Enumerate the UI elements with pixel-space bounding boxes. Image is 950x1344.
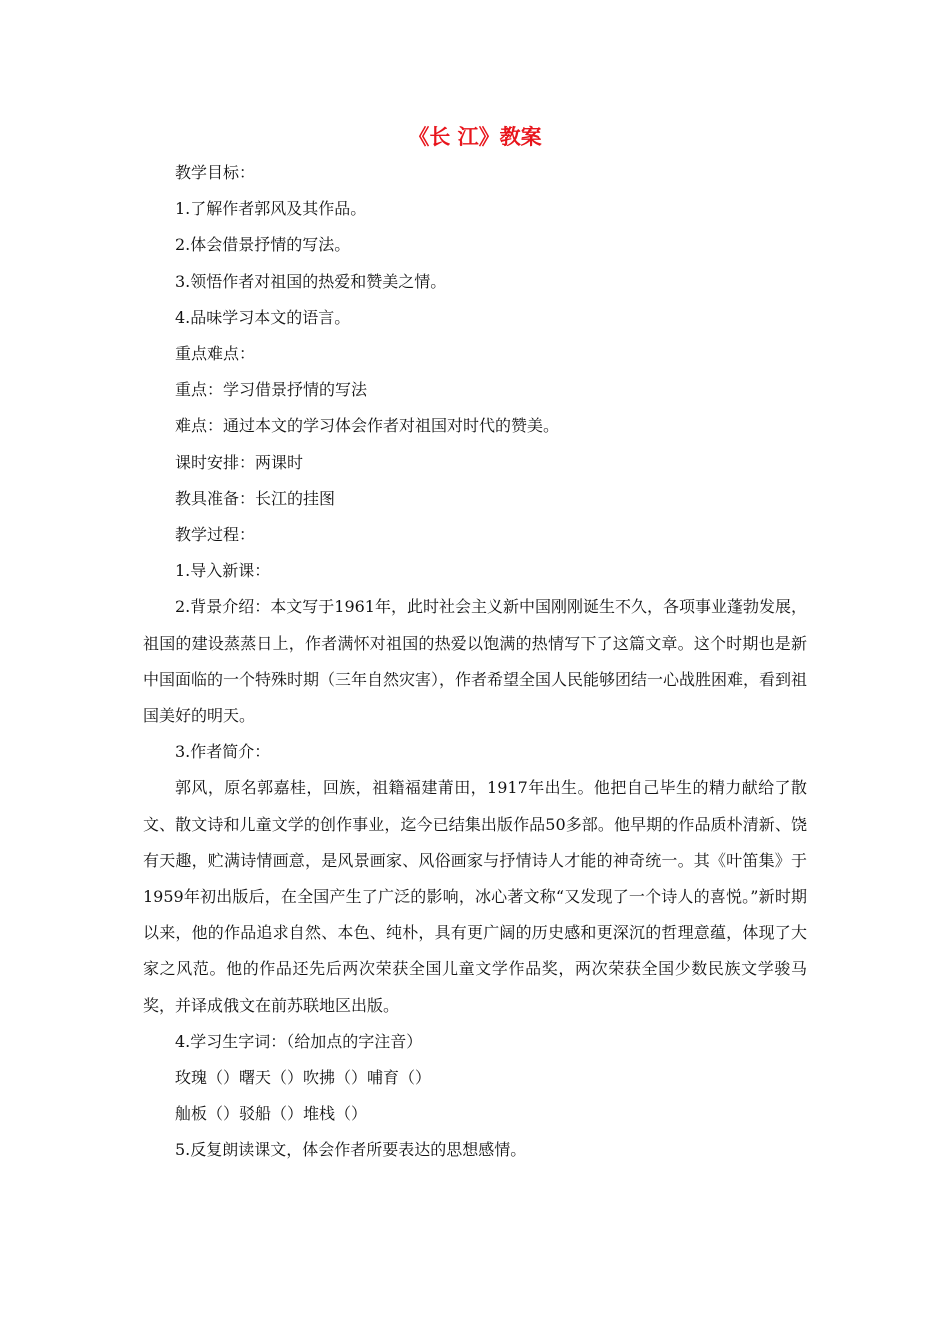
- author-heading: 3.作者简介：: [175, 742, 271, 762]
- teaching-aids: 教具准备：长江的挂图: [175, 488, 336, 508]
- section-heading-goals: 教学目标：: [175, 163, 256, 182]
- process-step-5: 5.反复朗读课文，体会作者所要表达的思想感情。: [175, 1140, 527, 1160]
- difficult-point: 难点：通过本文的学习体会作者对祖国对时代的赞美。: [175, 416, 560, 436]
- document-title: 《长 江》教案: [408, 125, 542, 149]
- vocab-heading: 4.学习生字词：（给加点的字注音）: [175, 1031, 423, 1051]
- vocab-line-1: 玫瑰（）曙天（）吹拂（）哺育（）: [175, 1068, 432, 1088]
- key-point: 重点：学习借景抒情的写法: [175, 380, 368, 400]
- goal-item-2: 2.体会借景抒情的写法。: [175, 235, 351, 255]
- section-heading-key-points: 重点难点：: [175, 344, 256, 364]
- section-heading-process: 教学过程：: [175, 525, 256, 545]
- document-body: [143, 155, 807, 1169]
- background-paragraph: 2.背景介绍：本文写于1961年，此时社会主义新中国刚刚诞生不久，各项事业蓬勃发展，祖国的建设蒸蒸日上，作者满怀对祖国的热爱以饱满的热情写下了这篇文章。这个时期也是新中国面临的一个特殊时期（三年自然灾害），作者希望全国人民能够团结一心战胜困难，看到祖国美好的明天。: [143, 597, 808, 726]
- goal-item-1: 1.了解作者郭风及其作品。: [175, 199, 367, 219]
- class-schedule: 课时安排：两课时: [175, 452, 304, 472]
- author-paragraph: 郭风，原名郭嘉桂，回族，祖籍福建莆田，1917年出生。他把自己毕生的精力献给了散文、散文诗和儿童文学的创作事业，迄今已结集出版作品50多部。他早期的作品质朴清新、饶有天趣，贮满诗情画意，是风景画家、风俗画家与抒情诗人才能的神奇统一。其《叶笛集》于1959年初出版后，在全国产生了广泛的影响，冰心著文称“又发现了一个诗人的喜悦。”新时期以来，他的作品追求自然、本色、纯朴，具有更广阔的历史感和更深沉的哲理意蕴，体现了大家之风范。他的作品还先后两次荣获全国儿童文学作品奖，两次荣获全国少数民族文学骏马奖，并译成俄文在前苏联地区出版。: [143, 778, 807, 1015]
- process-step-1: 1.导入新课：: [175, 561, 271, 581]
- goal-item-4: 4.品味学习本文的语言。: [175, 307, 351, 327]
- vocab-line-2: 舢板（）驳船（）堆栈（）: [175, 1104, 368, 1124]
- goal-item-3: 3.领悟作者对祖国的热爱和赞美之情。: [175, 271, 447, 291]
